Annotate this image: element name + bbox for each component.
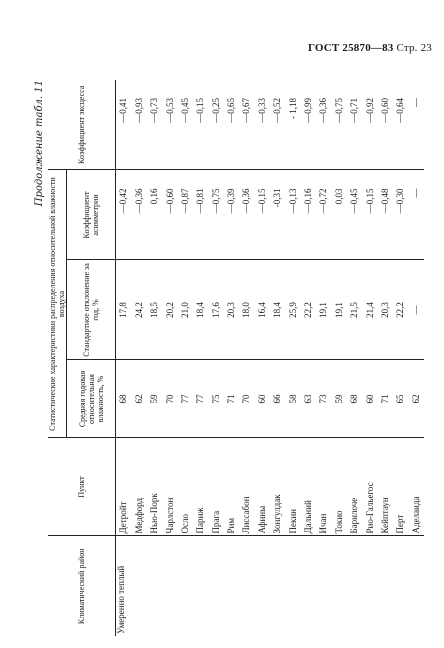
asym-cell: —0,36 [131, 170, 146, 260]
std-cell: 18,4 [193, 260, 208, 360]
mean-cell: 60 [255, 360, 270, 438]
asym-cell: —0,39 [224, 170, 239, 260]
continuation-label: Продолжение табл. 11 [34, 80, 45, 207]
asym-cell: —0,15 [255, 170, 270, 260]
city-cell: Чарлстон [162, 438, 177, 536]
mean-cell: 62 [131, 360, 146, 438]
page-header [308, 42, 432, 54]
std-cell: 21,0 [178, 260, 193, 360]
table-row [116, 80, 132, 636]
group-header: Статистические характеристики распределения относительной влажности воздуха [48, 170, 67, 438]
mean-cell: 71 [224, 360, 239, 438]
city-cell: Перт [393, 438, 408, 536]
mean-cell: 59 [147, 360, 162, 438]
mean-cell: 70 [162, 360, 177, 438]
excess-cell: —0,33 [255, 80, 270, 170]
excess-cell: —0,15 [193, 80, 208, 170]
excess-cell: —0,36 [316, 80, 331, 170]
mean-cell: 68 [347, 360, 362, 438]
excess-cell: —0,53 [162, 80, 177, 170]
excess-cell: —0,92 [362, 80, 377, 170]
asym-cell: —0,75 [208, 170, 223, 260]
col-header-point: Пункт [48, 438, 116, 536]
excess-cell: —0,93 [131, 80, 146, 170]
excess-cell: —0,67 [239, 80, 254, 170]
asym-cell: — [409, 170, 424, 260]
city-cell: Кейптаун [378, 438, 393, 536]
asym-cell: 0,03 [332, 170, 347, 260]
std-cell: 24,2 [131, 260, 146, 360]
city-cell: Лиссабон [239, 438, 254, 536]
asym-cell: —0,87 [178, 170, 193, 260]
city-cell: Прага [208, 438, 223, 536]
city-cell: Осло [178, 438, 193, 536]
std-cell: 18,0 [239, 260, 254, 360]
asym-cell: —0,13 [285, 170, 300, 260]
asym-cell: —0,42 [116, 170, 132, 260]
city-cell: Париж [193, 438, 208, 536]
std-cell: 16,4 [255, 260, 270, 360]
humidity-table [48, 80, 424, 636]
std-cell: 21,4 [362, 260, 377, 360]
mean-cell: 58 [285, 360, 300, 438]
city-cell: Барилоче [347, 438, 362, 536]
city-cell: Нью-Порк [147, 438, 162, 536]
std-cell: 25,9 [285, 260, 300, 360]
mean-cell: 68 [116, 360, 132, 438]
asym-cell: -0,31 [270, 170, 285, 260]
asym-cell: 0,16 [147, 170, 162, 260]
excess-cell: —0,99 [301, 80, 316, 170]
mean-cell: 66 [270, 360, 285, 438]
mean-cell: 75 [208, 360, 223, 438]
asym-cell: —0,36 [239, 170, 254, 260]
climate-zone-cell: Умеренно теплый [116, 565, 126, 634]
col-header-std: Стандартное отклонение за год, % [67, 260, 116, 360]
city-cell: Рио-Гальегос [362, 438, 377, 536]
col-header-zone: Климатический район [48, 536, 116, 636]
mean-cell: 62 [409, 360, 424, 438]
std-cell: 20,3 [378, 260, 393, 360]
mean-cell: 77 [193, 360, 208, 438]
std-cell: 22,2 [301, 260, 316, 360]
mean-cell: 65 [393, 360, 408, 438]
std-cell: — [409, 260, 424, 360]
asym-cell: —0,16 [301, 170, 316, 260]
excess-cell: —0,41 [116, 80, 132, 170]
std-cell: 21,5 [347, 260, 362, 360]
std-cell: 17,6 [208, 260, 223, 360]
mean-cell: 60 [362, 360, 377, 438]
mean-cell: 59 [332, 360, 347, 438]
city-cell: Ичан [316, 438, 331, 536]
asym-cell: —0,72 [316, 170, 331, 260]
mean-cell: 77 [178, 360, 193, 438]
std-cell: 20,3 [224, 260, 239, 360]
std-cell: 17,8 [116, 260, 132, 360]
mean-cell: 63 [301, 360, 316, 438]
excess-cell: —0,75 [332, 80, 347, 170]
excess-cell: —0,52 [270, 80, 285, 170]
std-cell: 18,5 [147, 260, 162, 360]
asym-cell: —0,81 [193, 170, 208, 260]
city-cell: Дальний [301, 438, 316, 536]
std-cell: 22,2 [393, 260, 408, 360]
city-cell: Аделаида [409, 438, 424, 536]
excess-cell: —0,25 [208, 80, 223, 170]
asym-cell: —0,30 [393, 170, 408, 260]
excess-cell: —0,65 [224, 80, 239, 170]
city-cell: Пекин [285, 438, 300, 536]
mean-cell: 70 [239, 360, 254, 438]
page-number: Стр. 23 [396, 42, 432, 54]
asym-cell: —0,60 [162, 170, 177, 260]
rotated-table-area [34, 80, 424, 636]
std-cell: 19,1 [332, 260, 347, 360]
city-cell: Медфорд [131, 438, 146, 536]
excess-cell: — [409, 80, 424, 170]
excess-cell: - 1,18 [285, 80, 300, 170]
std-cell: 20,2 [162, 260, 177, 360]
gost-number: ГОСТ 25870—83 [307, 42, 394, 54]
mean-cell: 73 [316, 360, 331, 438]
mean-cell: 71 [378, 360, 393, 438]
city-cell: Зонгулдак [270, 438, 285, 536]
col-header-asym: Коэффициент асимметрии [67, 170, 116, 260]
city-cell: Рим [224, 438, 239, 536]
table-body [116, 80, 425, 636]
asym-cell: —0,15 [362, 170, 377, 260]
asym-cell: —0,45 [347, 170, 362, 260]
city-cell: Афины [255, 438, 270, 536]
std-cell: 18,4 [270, 260, 285, 360]
excess-cell: —0,73 [147, 80, 162, 170]
col-header-mean: Средняя годовая относительная влажность, % [67, 360, 116, 438]
excess-cell: —0,60 [378, 80, 393, 170]
col-header-excess: Коэффициент эксцесса [48, 80, 116, 170]
city-cell: Детройт [116, 438, 132, 536]
std-cell: 19,1 [316, 260, 331, 360]
excess-cell: —0,64 [393, 80, 408, 170]
excess-cell: —0,45 [178, 80, 193, 170]
excess-cell: —0,71 [347, 80, 362, 170]
asym-cell: —0,48 [378, 170, 393, 260]
city-cell: Токио [332, 438, 347, 536]
